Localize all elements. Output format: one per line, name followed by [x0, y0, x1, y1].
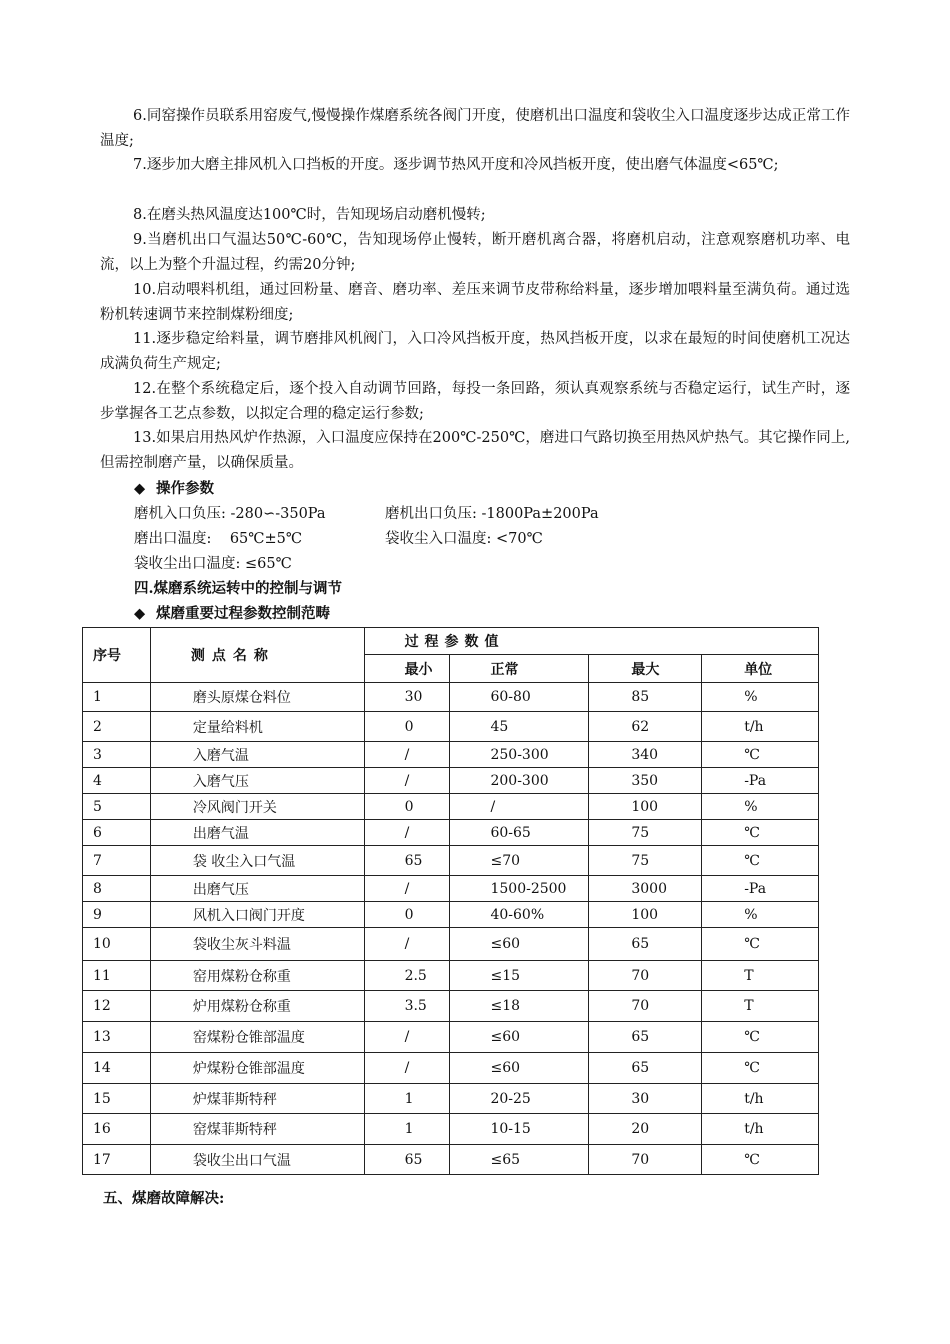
cell-min: 2.5: [364, 961, 450, 991]
cell-normal: ≤65: [450, 1145, 589, 1175]
table-row: [83, 712, 819, 742]
cell-min: 65: [364, 846, 450, 876]
cell-name: 袋 收尘入口气温: [150, 846, 364, 876]
cell-seq: 12: [83, 991, 151, 1022]
cell-normal: 10-15: [450, 1114, 589, 1145]
cell-max: 65: [589, 928, 702, 961]
cell-normal: /: [450, 794, 589, 820]
cell-seq: 2: [83, 712, 151, 742]
cell-unit: ℃: [702, 1022, 819, 1053]
cell-min: 0: [364, 794, 450, 820]
cell-name: 袋收尘出口气温: [150, 1145, 364, 1175]
param-baghouse-inlet-temperature: 袋收尘入口温度: <70℃: [385, 531, 543, 547]
cell-name: 入磨气压: [150, 768, 364, 794]
cell-min: 0: [364, 902, 450, 928]
cell-unit: ℃: [702, 928, 819, 961]
cell-max: 75: [589, 846, 702, 876]
cell-min: /: [364, 742, 450, 768]
cell-name: 炉用煤粉仓称重: [150, 991, 364, 1022]
cell-name: 窑煤菲斯特秤: [150, 1114, 364, 1145]
cell-normal: 1500-2500: [450, 876, 589, 902]
header-measure-point: 测点名称: [150, 628, 364, 683]
table-row: [83, 961, 819, 991]
cell-unit: ℃: [702, 742, 819, 768]
process-ranges-title: 煤磨重要过程参数控制范畴: [156, 605, 330, 622]
table-row: [83, 820, 819, 846]
paragraph-step-7: 7.逐步加大磨主排风机入口挡板的开度。逐步调节热风开度和冷风挡板开度，使出磨气体温度<65℃;: [133, 157, 779, 173]
cell-min: /: [364, 1053, 450, 1084]
cell-max: 350: [589, 768, 702, 794]
cell-normal: 60-65: [450, 820, 589, 846]
cell-max: 85: [589, 683, 702, 712]
cell-seq: 1: [83, 683, 151, 712]
cell-unit: t/h: [702, 1084, 819, 1114]
cell-min: /: [364, 1022, 450, 1053]
paragraph-step-6: 6.同窑操作员联系用窑废气,慢慢操作煤磨系统各阀门开度，使磨机出口温度和袋收尘入口温度逐步达成正常工作温度;: [100, 108, 850, 149]
cell-seq: 7: [83, 846, 151, 876]
cell-unit: ℃: [702, 1053, 819, 1084]
cell-name: 出磨气压: [150, 876, 364, 902]
cell-seq: 4: [83, 768, 151, 794]
cell-normal: 45: [450, 712, 589, 742]
table-row: [83, 683, 819, 712]
cell-name: 窑用煤粉仓称重: [150, 961, 364, 991]
cell-seq: 3: [83, 742, 151, 768]
table-row: [83, 876, 819, 902]
operating-params-heading: [134, 478, 214, 500]
table-row: [83, 1053, 819, 1084]
table-row: [83, 768, 819, 794]
cell-normal: 250-300: [450, 742, 589, 768]
cell-name: 窑煤粉仓锥部温度: [150, 1022, 364, 1053]
cell-normal: ≤18: [450, 991, 589, 1022]
paragraph-step-11: 11.逐步稳定给料量，调节磨排风机阀门，入口冷风挡板开度，热风挡板开度，以求在最短的时间使磨机工况达成满负荷生产规定;: [100, 331, 850, 372]
section-four-heading: 四.煤磨系统运转中的控制与调节: [134, 580, 343, 597]
cell-unit: ℃: [702, 820, 819, 846]
table-row: [83, 928, 819, 961]
cell-normal: ≤60: [450, 1022, 589, 1053]
cell-max: 70: [589, 1145, 702, 1175]
paragraph-step-9: 9.当磨机出口气温达50℃-60℃，告知现场停止慢转，断开磨机离合器，将磨机启动，注意观察磨机功率、电流，以上为整个升温过程，约需20分钟;: [100, 232, 850, 273]
cell-seq: 17: [83, 1145, 151, 1175]
cell-max: 62: [589, 712, 702, 742]
cell-min: 30: [364, 683, 450, 712]
cell-min: 1: [364, 1084, 450, 1114]
operating-params-title: 操作参数: [156, 480, 214, 497]
param-baghouse-outlet-temperature: 袋收尘出口温度: ≤65℃: [134, 556, 292, 572]
cell-seq: 15: [83, 1084, 151, 1114]
cell-normal: 60-80: [450, 683, 589, 712]
param-inlet-negative-pressure: 磨机入口负压: -280∽-350Pa: [134, 506, 326, 522]
diamond-bullet-icon: ◆: [134, 480, 146, 497]
cell-name: 风机入口阀门开度: [150, 902, 364, 928]
cell-min: /: [364, 768, 450, 794]
cell-seq: 11: [83, 961, 151, 991]
cell-unit: %: [702, 794, 819, 820]
cell-max: 75: [589, 820, 702, 846]
cell-max: 30: [589, 1084, 702, 1114]
cell-name: 冷风阀门开关: [150, 794, 364, 820]
header-seq: 序号: [83, 628, 151, 683]
process-ranges-heading: [134, 603, 330, 625]
param-outlet-negative-pressure: 磨机出口负压: -1800Pa±200Pa: [385, 506, 599, 522]
cell-min: 1: [364, 1114, 450, 1145]
cell-normal: 20-25: [450, 1084, 589, 1114]
table-row: [83, 1022, 819, 1053]
cell-seq: 8: [83, 876, 151, 902]
table-header-row: [83, 628, 819, 655]
cell-normal: 200-300: [450, 768, 589, 794]
cell-unit: %: [702, 902, 819, 928]
section-five-heading: 五、煤磨故障解决:: [103, 1190, 225, 1207]
cell-max: 65: [589, 1022, 702, 1053]
cell-max: 3000: [589, 876, 702, 902]
cell-seq: 9: [83, 902, 151, 928]
cell-name: 炉煤菲斯特秤: [150, 1084, 364, 1114]
cell-name: 磨头原煤仓料位: [150, 683, 364, 712]
cell-unit: ℃: [702, 846, 819, 876]
header-max: 最大: [589, 655, 702, 683]
cell-unit: T: [702, 961, 819, 991]
cell-min: 0: [364, 712, 450, 742]
table-row: [83, 1084, 819, 1114]
table-row: [83, 794, 819, 820]
paragraph-step-12: 12.在整个系统稳定后，逐个投入自动调节回路，每投一条回路，须认真观察系统与否稳定运行，试生产时，逐步掌握各工艺点参数，以拟定合理的稳定运行参数;: [100, 381, 850, 422]
cell-name: 入磨气温: [150, 742, 364, 768]
cell-unit: t/h: [702, 712, 819, 742]
cell-min: /: [364, 876, 450, 902]
cell-max: 65: [589, 1053, 702, 1084]
table-row: [83, 1114, 819, 1145]
cell-unit: -Pa: [702, 768, 819, 794]
cell-name: 炉煤粉仓锥部温度: [150, 1053, 364, 1084]
paragraph-step-8: 8.在磨头热风温度达100℃时，告知现场启动磨机慢转;: [133, 207, 486, 223]
cell-normal: ≤60: [450, 928, 589, 961]
table-row: [83, 991, 819, 1022]
paragraph-step-13: 13.如果启用热风炉作热源，入口温度应保持在200℃-250℃，磨进口气路切换至用热风炉热气。其它操作同上,但需控制磨产量，以确保质量。: [100, 430, 850, 471]
table-row: [83, 902, 819, 928]
cell-seq: 14: [83, 1053, 151, 1084]
cell-max: 70: [589, 991, 702, 1022]
cell-max: 100: [589, 794, 702, 820]
param-outlet-temperature: 磨出口温度: 65℃±5℃: [134, 531, 303, 547]
cell-max: 100: [589, 902, 702, 928]
cell-name: 袋收尘灰斗料温: [150, 928, 364, 961]
cell-unit: %: [702, 683, 819, 712]
cell-max: 70: [589, 961, 702, 991]
cell-seq: 16: [83, 1114, 151, 1145]
paragraph-step-10: 10.启动喂料机组，通过回粉量、磨音、磨功率、差压来调节皮带称给料量，逐步增加喂料量至满负荷。通过选粉机转速调节来控制煤粉细度;: [100, 282, 850, 323]
cell-min: 3.5: [364, 991, 450, 1022]
cell-normal: ≤15: [450, 961, 589, 991]
cell-min: 65: [364, 1145, 450, 1175]
cell-unit: t/h: [702, 1114, 819, 1145]
cell-min: /: [364, 820, 450, 846]
process-parameter-table: [82, 627, 819, 1175]
header-unit: 单位: [702, 655, 819, 683]
cell-unit: T: [702, 991, 819, 1022]
cell-min: /: [364, 928, 450, 961]
header-min: 最小: [364, 655, 450, 683]
table-body: [83, 683, 819, 1175]
cell-max: 20: [589, 1114, 702, 1145]
cell-seq: 5: [83, 794, 151, 820]
cell-normal: ≤60: [450, 1053, 589, 1084]
cell-max: 340: [589, 742, 702, 768]
diamond-bullet-icon: ◆: [134, 605, 146, 622]
header-process-values: 过程参数值: [364, 628, 818, 655]
table-row: [83, 846, 819, 876]
header-normal: 正常: [450, 655, 589, 683]
cell-name: 定量给料机: [150, 712, 364, 742]
cell-seq: 10: [83, 928, 151, 961]
table-row: [83, 742, 819, 768]
cell-normal: 40-60%: [450, 902, 589, 928]
cell-unit: -Pa: [702, 876, 819, 902]
cell-seq: 6: [83, 820, 151, 846]
table-row: [83, 1145, 819, 1175]
cell-unit: ℃: [702, 1145, 819, 1175]
cell-normal: ≤70: [450, 846, 589, 876]
cell-name: 出磨气温: [150, 820, 364, 846]
cell-seq: 13: [83, 1022, 151, 1053]
